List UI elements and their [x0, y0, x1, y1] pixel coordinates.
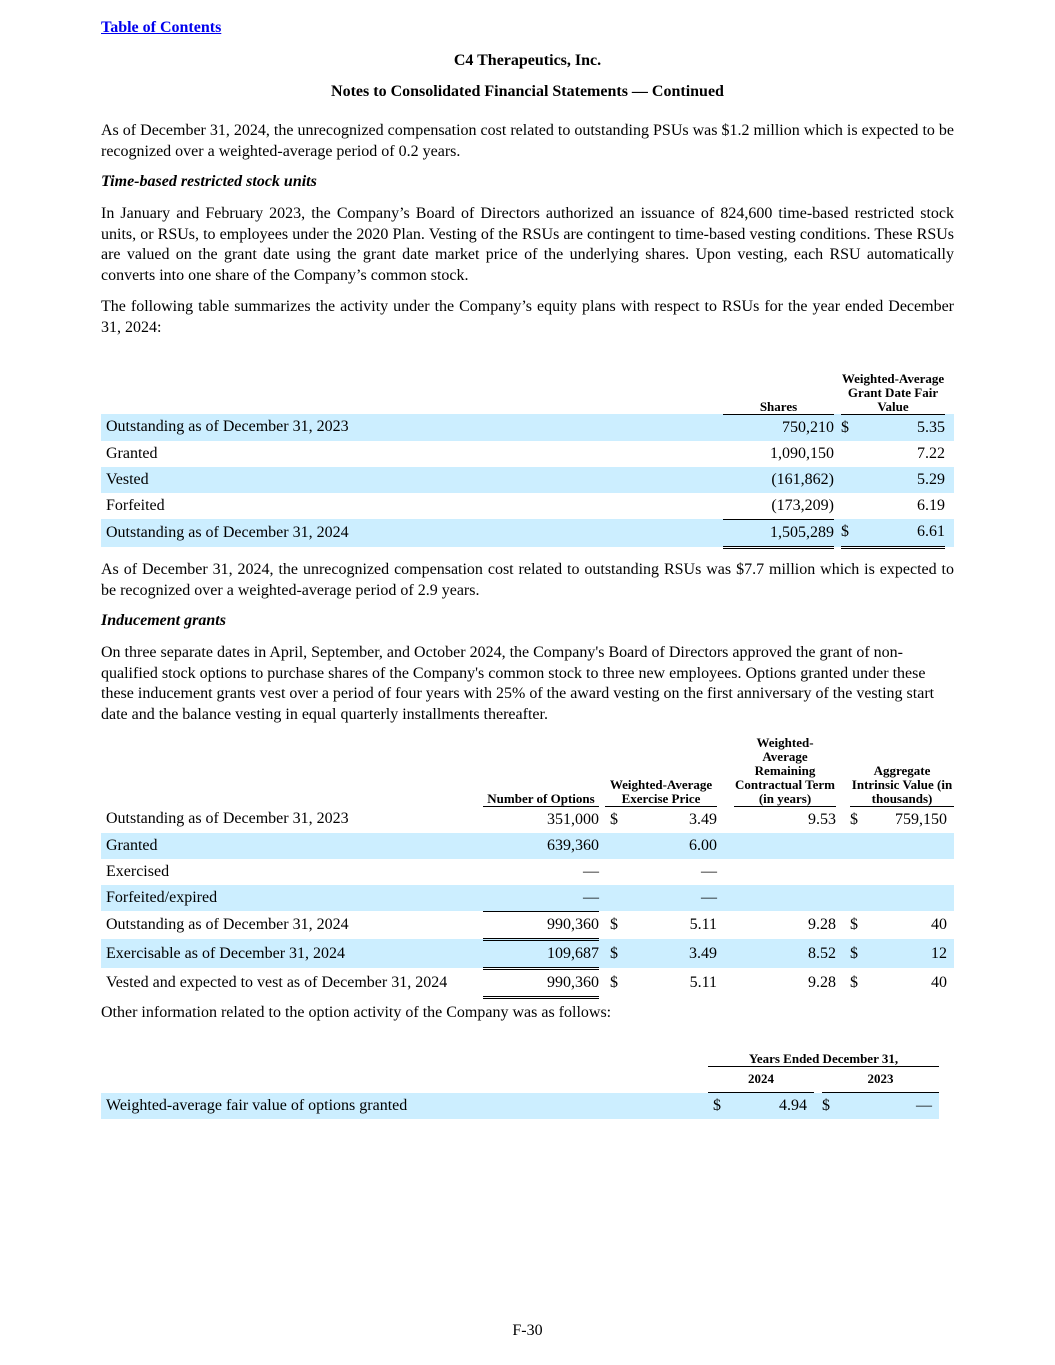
- table-of-contents-link[interactable]: Table of Contents: [101, 19, 222, 36]
- contractual-term: 9.28: [808, 973, 836, 991]
- row-label: Outstanding as of December 31, 2023: [106, 810, 349, 828]
- intrinsic-value: [870, 885, 954, 912]
- currency-symbol: [841, 493, 859, 520]
- currency-symbol: $: [841, 414, 859, 441]
- contractual-term: 8.52: [734, 939, 836, 968]
- exercise-price: 3.49: [689, 810, 717, 828]
- exercise-price: 5.11: [689, 916, 717, 933]
- row-label: Granted: [101, 833, 483, 859]
- currency-symbol: $: [850, 939, 870, 968]
- col-header-exercise-price: Weighted-Average Exercise Price: [605, 731, 717, 806]
- currency-symbol: [605, 885, 625, 912]
- table-row: [101, 833, 954, 859]
- currency-symbol: $: [822, 1093, 842, 1120]
- currency-symbol: $: [850, 810, 858, 828]
- intrinsic-value: [870, 859, 954, 885]
- currency-symbol: [605, 859, 625, 885]
- inducement-paragraph: On three separate dates in April, September, and October 2024, the Company's Board of Directors approved the grant of non-qualified stock options to purchase shares of the Company's common stock to three new employees. Options granted under these these inducement grants vest over a period of four years with 25% of the award vesting on the first anniversary of the vesting start date and the balance vesting in equal quarterly installments thereafter.: [101, 644, 935, 724]
- currency-symbol: $: [841, 519, 859, 547]
- exercise-price: —: [625, 885, 717, 912]
- other-info-paragraph: Other information related to the option activity of the Company was as follows:: [101, 1004, 612, 1021]
- currency-symbol: [850, 859, 870, 885]
- contractual-term: [734, 859, 836, 885]
- currency-symbol: [850, 833, 870, 859]
- table-header-row: [101, 1066, 939, 1093]
- shares-value: 1,505,289: [723, 519, 834, 547]
- table-header-row: [101, 731, 954, 806]
- col-header-options: Number of Options: [483, 731, 599, 806]
- table-row: [101, 859, 954, 885]
- exercise-price: 6.00: [625, 833, 717, 859]
- currency-symbol: [850, 885, 870, 912]
- intrinsic-value: 12: [870, 939, 954, 968]
- rsu-paragraph-2: The following table summarizes the activity under the Company’s equity plans with respect to RSUs for the year ended December 31, 2024:: [101, 298, 954, 336]
- company-name: C4 Therapeutics, Inc.: [453, 52, 602, 69]
- fair-value: 7.22: [917, 444, 945, 462]
- col-header-shares: Shares: [723, 353, 834, 414]
- col-header-fair-value: Weighted-Average Grant Date Fair Value: [841, 353, 945, 414]
- col-header-contractual-term: Weighted-Average Remaining Contractual Term (in years): [734, 731, 836, 806]
- rsu-heading: Time-based restricted stock units: [101, 173, 317, 190]
- page-subtitle: Notes to Consolidated Financial Statements — Continued: [331, 83, 724, 100]
- currency-symbol: $: [610, 810, 618, 828]
- table-row: [101, 968, 954, 997]
- table-row: [101, 493, 954, 520]
- currency-symbol: $: [850, 916, 858, 933]
- exercise-price: 5.11: [689, 973, 717, 991]
- row-label: Forfeited/expired: [101, 885, 483, 912]
- col-header-2023: 2023: [822, 1066, 939, 1093]
- fair-value: 5.29: [859, 467, 945, 493]
- table-row: [101, 519, 954, 547]
- value-2024: 4.94: [728, 1093, 814, 1120]
- currency-symbol: $: [708, 1093, 728, 1120]
- row-label: Exercisable as of December 31, 2024: [101, 939, 483, 968]
- rsu-paragraph-3: As of December 31, 2024, the unrecognized compensation cost related to outstanding RSUs was $7.7 million which is expected to be recognized over a weighted-average period of 2.9 years.: [101, 561, 954, 599]
- shares-value: 1,090,150: [770, 444, 834, 462]
- options-activity-table: [101, 731, 954, 999]
- table-row: [101, 441, 954, 467]
- currency-symbol: $: [605, 939, 625, 968]
- contractual-term: [734, 833, 836, 859]
- table-header-row: [101, 353, 954, 414]
- rsu-activity-table: [101, 353, 954, 549]
- inducement-heading: Inducement grants: [101, 612, 226, 629]
- fair-value: 6.19: [917, 496, 945, 514]
- col-header-2024: 2024: [708, 1066, 814, 1093]
- period-header: Years Ended December 31,: [708, 1040, 939, 1066]
- intrinsic-value: 759,150: [895, 810, 947, 828]
- contractual-term: [734, 885, 836, 912]
- table-row: [101, 414, 954, 441]
- row-label: Vested: [101, 467, 723, 493]
- options-value: —: [483, 885, 599, 912]
- shares-value: 750,210: [723, 414, 834, 441]
- table-row: [101, 939, 954, 968]
- value-2023: —: [842, 1093, 939, 1120]
- row-label: Outstanding as of December 31, 2023: [101, 414, 723, 441]
- fair-value: 5.35: [859, 414, 945, 441]
- currency-symbol: [841, 441, 859, 467]
- options-value: —: [583, 862, 599, 880]
- contractual-term: 9.53: [808, 810, 836, 828]
- options-value: 990,360: [483, 968, 599, 997]
- page-number: F-30: [512, 1322, 543, 1339]
- row-label: Weighted-average fair value of options granted: [101, 1093, 708, 1120]
- intrinsic-value: [870, 833, 954, 859]
- currency-symbol: [605, 833, 625, 859]
- row-label: Forfeited: [106, 496, 165, 514]
- table-row: [101, 911, 954, 939]
- exercise-price: 3.49: [625, 939, 717, 968]
- table-row: [101, 1093, 939, 1120]
- table-row: [101, 885, 954, 912]
- contractual-term: 9.28: [808, 916, 836, 933]
- currency-symbol: $: [610, 916, 618, 933]
- options-value: 990,360: [483, 911, 599, 939]
- exercise-price: —: [701, 862, 717, 880]
- row-label: Vested and expected to vest as of December 31, 2024: [106, 973, 448, 991]
- row-label: Exercised: [106, 862, 170, 880]
- fair-value: 6.61: [859, 519, 945, 547]
- table-row: [101, 467, 954, 493]
- row-label: Granted: [106, 444, 158, 462]
- table-row: [101, 806, 954, 833]
- shares-value: (161,862): [723, 467, 834, 493]
- intrinsic-value: 40: [931, 973, 947, 991]
- table-header-row: [101, 1040, 939, 1066]
- currency-symbol: [841, 467, 859, 493]
- psu-paragraph: As of December 31, 2024, the unrecognized compensation cost related to outstanding PSUs was $1.2 million which is expected to be recognized over a weighted-average period of 0.2 years.: [101, 122, 954, 160]
- row-label: Outstanding as of December 31, 2024: [106, 916, 349, 933]
- currency-symbol: $: [850, 973, 858, 991]
- col-header-intrinsic-value: Aggregate Intrinsic Value (in thousands): [850, 731, 954, 806]
- shares-value: (173,209): [723, 493, 834, 520]
- row-label: Outstanding as of December 31, 2024: [101, 519, 723, 547]
- options-value: 351,000: [547, 810, 599, 828]
- currency-symbol: $: [610, 973, 618, 991]
- options-value: 639,360: [483, 833, 599, 859]
- other-info-table: [101, 1040, 939, 1119]
- options-value: 109,687: [483, 939, 599, 968]
- rsu-paragraph-1: In January and February 2023, the Company’s Board of Directors authorized an issuance of 824,600 time-based restricted stock units, or RSUs, to employees under the 2020 Plan. Vesting of the RSUs are contingent to time-based vesting conditions. These RSUs are valued on the grant date using the grant date market price of the underlying shares. Upon vesting, each RSU automatically converts into one share of the Company’s common stock.: [101, 205, 954, 285]
- intrinsic-value: 40: [931, 916, 947, 933]
